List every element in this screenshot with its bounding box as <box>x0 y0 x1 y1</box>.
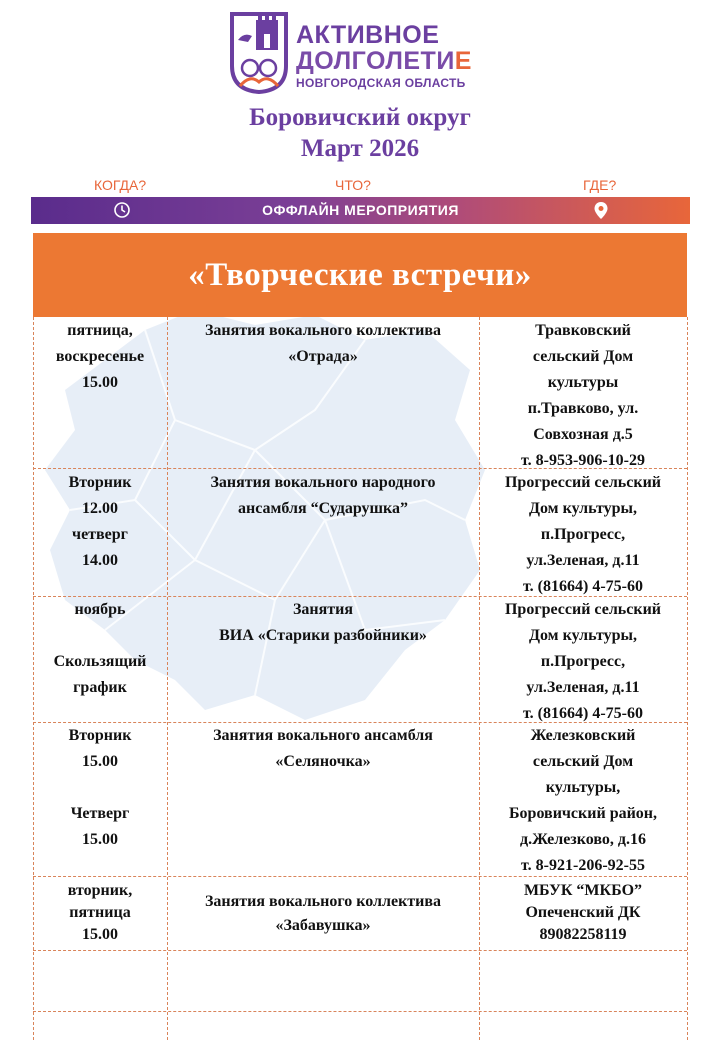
row-1-where: Травковский сельский Дом культуры п.Травково, ул. Совхозная д.5 т. 8-953-906-10-29 <box>521 322 645 469</box>
grid-line <box>687 317 688 1040</box>
section-title: «Творческие встречи» <box>188 257 532 293</box>
row-1-what: Занятия вокального коллектива «Отрада» <box>204 322 441 365</box>
row-4-where: Железковский сельский Дом культуры, Боровичский район, д.Железково, д.16 т. 8-921-206-92-55 <box>508 727 658 874</box>
row-3-where: Прогрессий сельский Дом культуры, п.Прогресс, ул.Зеленая, д.11 т. (81664) 4-75-60 <box>504 601 662 722</box>
row-3-when: ноябрь Скользящий график <box>53 601 147 696</box>
row-1-when: пятница, воскресенье 15.00 <box>55 322 145 391</box>
month-title: Март 2026 <box>300 135 420 162</box>
logo-line-2-accent: Е <box>454 47 472 75</box>
row-5-where: МБУК “МКБО” Опеченский ДК 89082258119 <box>523 882 643 943</box>
location-pin-icon <box>593 201 609 220</box>
logo-line-1: АКТИВНОЕ <box>296 21 440 49</box>
when-label: КОГДА? <box>94 177 147 193</box>
logo-line-2-main: ДОЛГОЛЕТИ <box>296 47 455 75</box>
row-5-when: вторник, пятница 15.00 <box>67 882 133 943</box>
row-4-what: Занятия вокального ансамбля «Селяночка» <box>213 727 433 770</box>
row-divider <box>33 950 687 951</box>
what-label: ЧТО? <box>335 177 371 193</box>
district-title: Боровичский округ <box>249 104 471 131</box>
row-2-what: Занятия вокального народного ансамбля “Сударушка” <box>210 474 436 517</box>
row-4-when: Вторник 15.00 Четверг 15.00 <box>68 727 132 848</box>
row-5-what: Занятия вокального коллектива «Забавушка» <box>204 893 441 934</box>
logo-emblem-icon <box>228 10 290 94</box>
where-label: ГДЕ? <box>583 177 617 193</box>
row-2-when: Вторник 12.00 четверг 14.00 <box>68 474 132 569</box>
row-2-where: Прогрессий сельский Дом культуры, п.Прогресс, ул.Зеленая, д.11 т. (81664) 4-75-60 <box>504 474 662 595</box>
row-divider <box>33 1011 687 1012</box>
logo-line-2 <box>296 48 472 74</box>
logo <box>228 10 498 94</box>
offline-events-label: ОФФЛАЙН МЕРОПРИЯТИЯ <box>262 202 459 218</box>
logo-line-3: НОВГОРОДСКАЯ ОБЛАСТЬ <box>296 76 466 90</box>
section-banner <box>33 233 687 317</box>
offline-events-bar <box>31 197 690 224</box>
row-3-what: Занятия ВИА «Старики разбойники» <box>219 601 427 644</box>
